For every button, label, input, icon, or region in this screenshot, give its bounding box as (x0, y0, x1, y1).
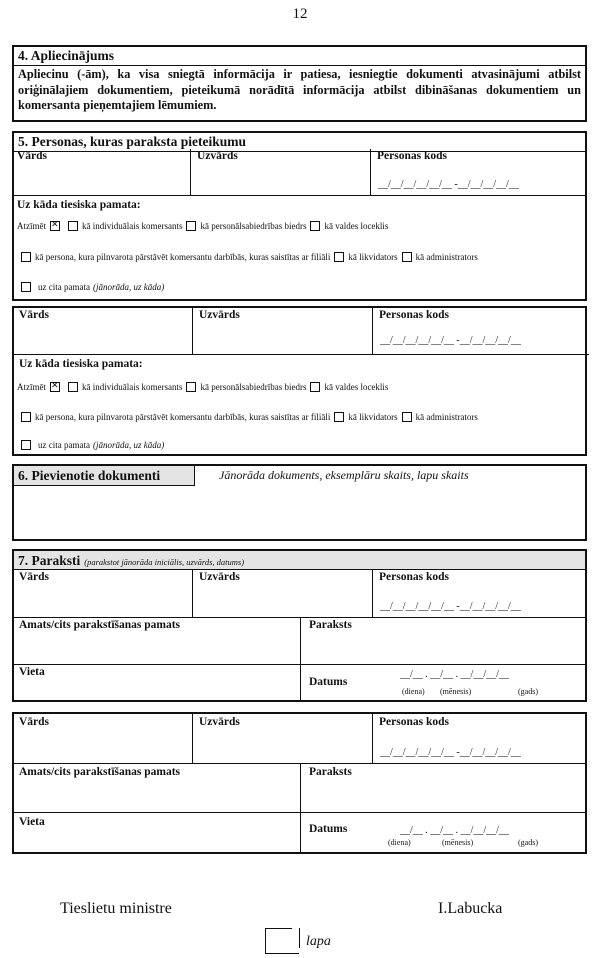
signer-2-personal-code-label: Personas kods (379, 716, 449, 728)
signer-1-place[interactable]: Vieta (19, 666, 45, 678)
checkbox-administrator[interactable] (402, 412, 412, 422)
signer-2-place[interactable]: Vieta (19, 816, 45, 828)
signer-2-year-label: (gads) (518, 838, 538, 847)
option-administrator: kā administrators (415, 412, 478, 422)
signer-1-position[interactable]: Amats/cits parakstīšanas pamats (19, 619, 181, 631)
checkbox-administrator[interactable] (402, 252, 412, 262)
signer-2-signature[interactable]: Paraksts (309, 766, 352, 778)
mark-label: Atzīmēt (17, 382, 46, 392)
signer-1-first-name[interactable]: Vārds (19, 571, 50, 583)
person-1-options-row-2 (17, 252, 478, 262)
option-liquidator: kā likvidators (348, 412, 398, 422)
option-board: kā valdes loceklis (324, 221, 389, 231)
person-2-options-row-2 (17, 412, 478, 422)
person-1-block (12, 149, 587, 301)
signer-1-month-label: (mēnesis) (440, 687, 472, 696)
section-7-title: 7. Paraksti (18, 553, 81, 568)
option-administrator: kā administrators (415, 252, 478, 262)
person-1-options-row-1 (17, 221, 388, 231)
person-2-last-name[interactable]: Uzvārds (199, 309, 240, 321)
person-2-first-name[interactable]: Vārds (19, 309, 50, 321)
person-2-box (12, 306, 587, 456)
example-checkbox (50, 382, 60, 392)
checkbox-branch-rep[interactable] (21, 252, 31, 262)
checkbox-board[interactable] (310, 382, 320, 392)
minister-title: Tieslietu ministre (60, 900, 172, 917)
person-2-personal-code-field[interactable]: __/__/__/__/__/__ -__/__/__/__/__ (380, 335, 521, 346)
person-2-options-row-3 (17, 440, 164, 450)
signer-1-signature[interactable]: Paraksts (309, 619, 352, 631)
option-other-note: (jānorāda, uz kāda) (92, 282, 165, 292)
checkbox-partner[interactable] (186, 221, 196, 231)
attached-documents-field[interactable] (14, 486, 585, 539)
section-6-note: Jānorāda dokuments, eksemplāru skaits, lapu skaits (219, 468, 469, 482)
section-4-box (12, 45, 587, 122)
signer-1-year-label: (gads) (518, 687, 538, 696)
signer-2-personal-code-field[interactable]: __/__/__/__/__/__ -__/__/__/__/__ (380, 747, 521, 758)
signer-2-date-label: Datums (309, 823, 348, 835)
checkbox-board[interactable] (310, 221, 320, 231)
option-branch-rep: kā persona, kura pilnvarota pārstāvēt komersantu darbībās, kuras saistītas ar filiāli (35, 412, 331, 422)
checkbox-other[interactable] (21, 440, 31, 450)
section-7-box (12, 549, 587, 702)
signer-2-last-name[interactable]: Uzvārds (199, 716, 240, 728)
checkbox-sole-trader[interactable] (68, 382, 78, 392)
option-sole-trader: kā individuālais komersants (82, 221, 183, 231)
person-1-first-name[interactable]: Vārds (17, 150, 48, 162)
signer-1-last-name[interactable]: Uzvārds (199, 571, 240, 583)
checkbox-branch-rep[interactable] (21, 412, 31, 422)
checkbox-liquidator[interactable] (334, 252, 344, 262)
person-1-personal-code-label: Personas kods (377, 150, 447, 162)
signer-2-first-name[interactable]: Vārds (19, 716, 50, 728)
page-count-box[interactable] (265, 928, 299, 954)
option-other: uz cita pamata (38, 440, 90, 450)
checkbox-sole-trader[interactable] (68, 221, 78, 231)
signer-2-day-label: (diena) (388, 838, 411, 847)
page-number: 12 (292, 6, 308, 22)
section-5-title: 5. Personas, kuras paraksta pieteikumu (14, 133, 585, 152)
signer-2-position[interactable]: Amats/cits parakstīšanas pamats (19, 766, 181, 778)
section-4-text: Apliecinu (-ām), ka visa sniegtā informācija ir patiesa, iesniegtie dokumenti atvasinājumi atbilst oriģinālajiem dokumentiem, pieteikumā norādītā informācija atbilst dibināšanas dokumentiem un komersanta pieņemtajiem lēmumiem. (18, 67, 581, 112)
checkbox-liquidator[interactable] (334, 412, 344, 422)
person-2-personal-code-label: Personas kods (379, 309, 449, 321)
signer-1-personal-code-field[interactable]: __/__/__/__/__/__ -__/__/__/__/__ (380, 601, 521, 612)
mark-label: Atzīmēt (17, 221, 46, 231)
minister-name: I.Labucka (438, 900, 503, 917)
signer-2-month-label: (mēnesis) (442, 838, 474, 847)
option-other: uz cita pamata (38, 282, 90, 292)
person-1-personal-code-field[interactable]: __/__/__/__/__/__ -__/__/__/__/__ (378, 179, 519, 190)
person-1-options-row-3 (17, 282, 164, 292)
signer-2-date-field[interactable]: __/__ . __/__ . __/__/__/__ (400, 825, 509, 836)
page-count-label: lapa (306, 934, 331, 949)
option-other-note: (jānorāda, uz kāda) (92, 440, 165, 450)
option-branch-rep: kā persona, kura pilnvarota pārstāvēt komersantu darbībās, kuras saistītas ar filiāli (35, 252, 331, 262)
person-1-basis-label: Uz kāda tiesiska pamata: (17, 199, 141, 211)
signer-1-date-label: Datums (309, 676, 348, 688)
example-checkbox (50, 221, 60, 231)
option-partner: kā personālsabiedrības biedrs (200, 382, 307, 392)
signer-1-personal-code-label: Personas kods (379, 571, 449, 583)
section-6-box (12, 464, 587, 541)
checkbox-other[interactable] (21, 282, 31, 292)
person-2-options-row-1 (17, 382, 388, 392)
section-7-title-note: (parakstot jānorāda iniciālis, uzvārds, datums) (84, 557, 245, 567)
person-2-basis-label: Uz kāda tiesiska pamata: (19, 358, 143, 370)
signer-1-day-label: (diena) (402, 687, 425, 696)
option-board: kā valdes loceklis (324, 382, 389, 392)
signer-1-date-field[interactable]: __/__ . __/__ . __/__/__/__ (400, 669, 509, 680)
signer-2-box (12, 712, 587, 854)
option-liquidator: kā likvidators (348, 252, 398, 262)
checkbox-partner[interactable] (186, 382, 196, 392)
option-sole-trader: kā individuālais komersants (82, 382, 183, 392)
section-4-title: 4. Apliecinājums (14, 47, 585, 66)
person-1-last-name[interactable]: Uzvārds (197, 150, 238, 162)
section-6-title: 6. Pievienotie dokumenti (18, 468, 161, 483)
option-partner: kā personālsabiedrības biedrs (200, 221, 307, 231)
